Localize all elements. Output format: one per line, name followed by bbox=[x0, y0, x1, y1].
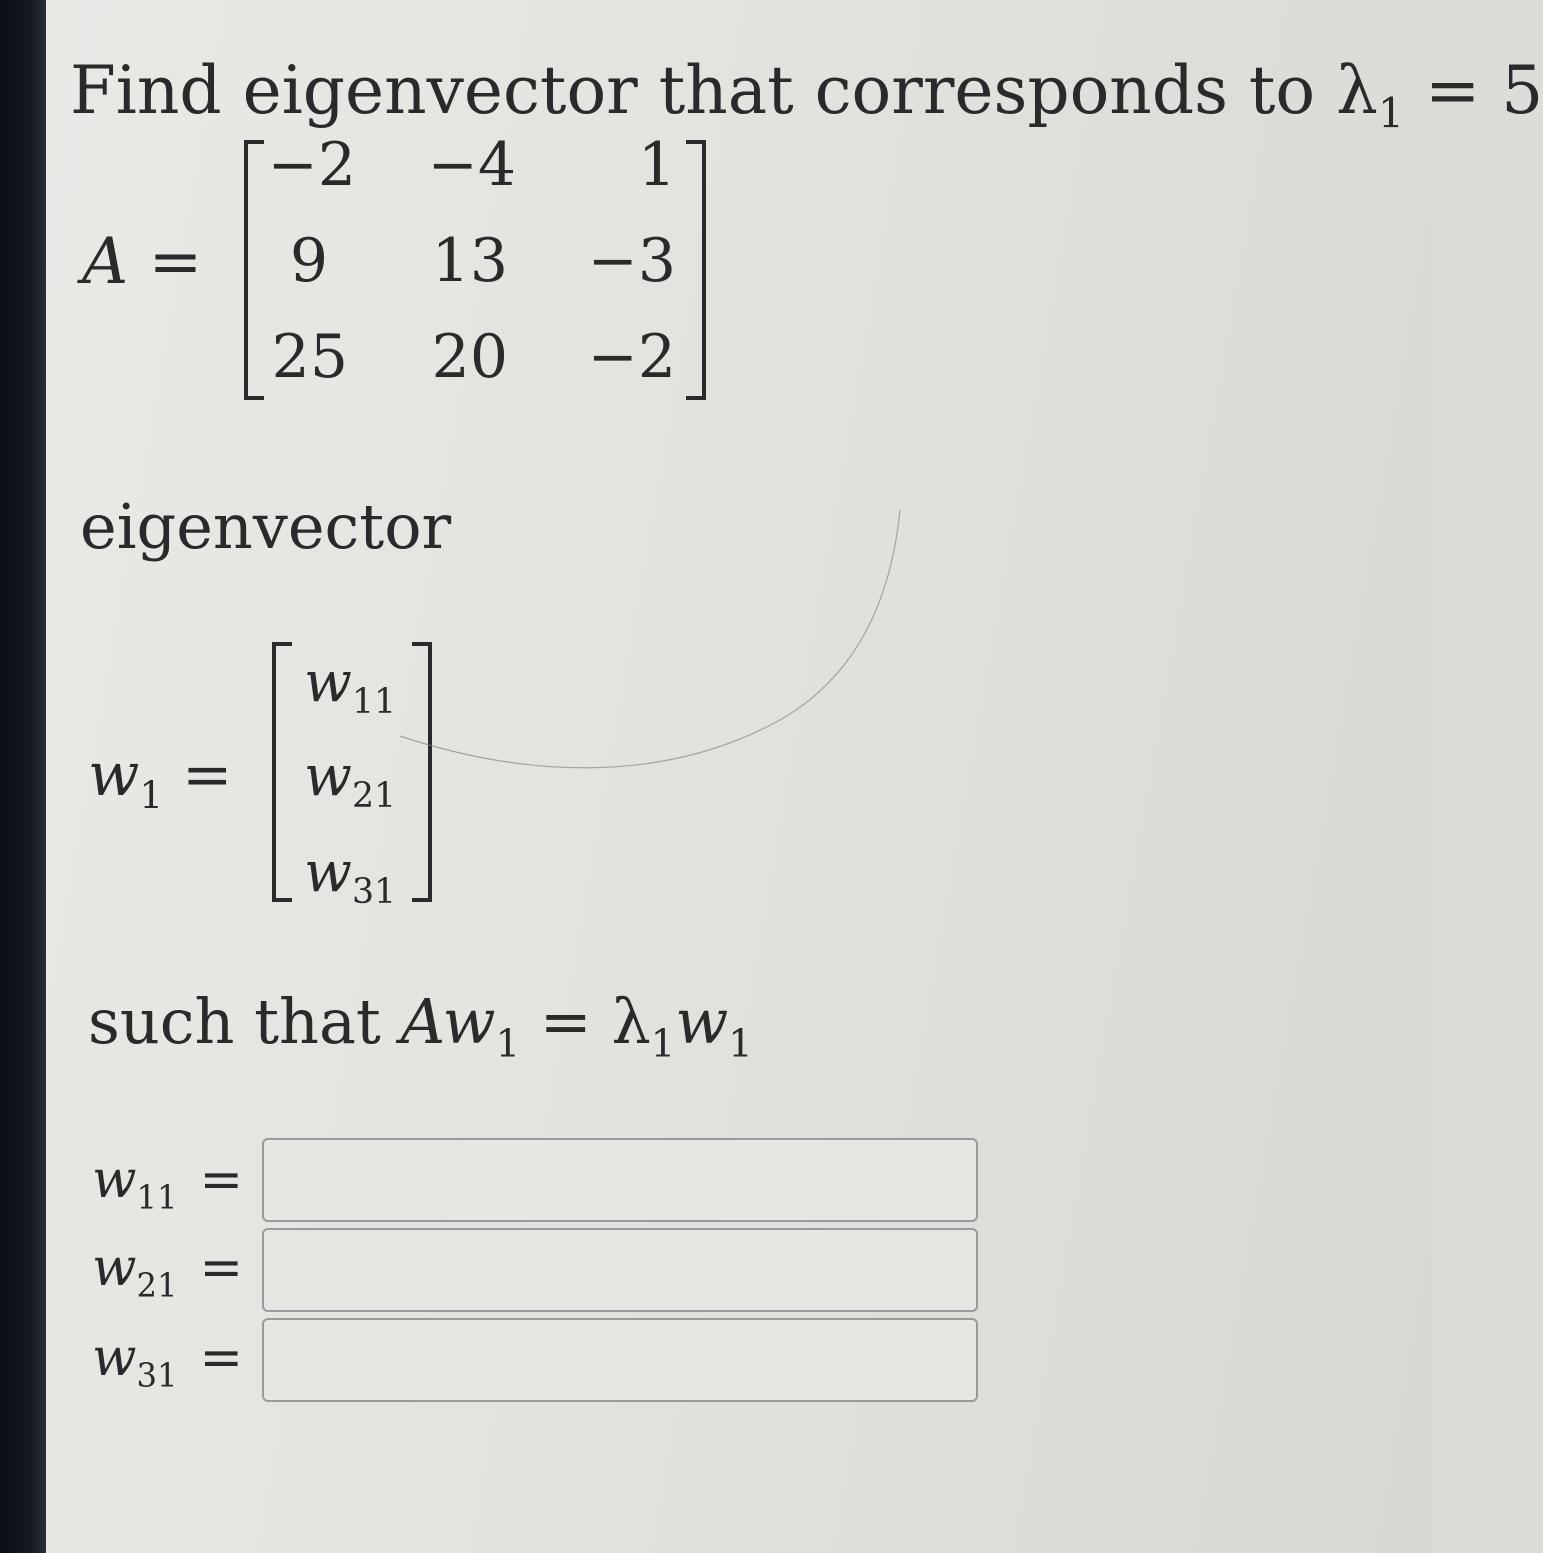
condition-lambda-sub: 1 bbox=[650, 1021, 676, 1067]
condition-text bbox=[88, 985, 753, 1066]
answer-label-w31 bbox=[92, 1328, 243, 1394]
vector-entry-sub: 31 bbox=[351, 872, 397, 913]
condition-rhs-var: w bbox=[675, 985, 729, 1058]
vector-entry bbox=[304, 744, 396, 816]
condition-equals: = bbox=[520, 985, 612, 1058]
condition-lhs-sub: 1 bbox=[495, 1021, 521, 1067]
matrix-label bbox=[82, 225, 202, 299]
answer-sub: 11 bbox=[136, 1178, 178, 1217]
condition-matrix: A bbox=[400, 985, 443, 1058]
vector-equals: = bbox=[163, 740, 233, 810]
answer-var: w bbox=[92, 1238, 137, 1298]
matrix-right-bracket bbox=[686, 140, 706, 400]
answer-equals: = bbox=[199, 1150, 244, 1210]
matrix-cell: −2 bbox=[587, 322, 676, 392]
matrix-cell: 25 bbox=[271, 322, 348, 392]
vector-entry bbox=[304, 650, 396, 722]
matrix-cell: 13 bbox=[431, 226, 508, 296]
screen-scratch-line bbox=[400, 500, 920, 800]
answer-sub: 31 bbox=[136, 1356, 178, 1395]
matrix-cell: −4 bbox=[427, 130, 516, 200]
matrix-cell: 20 bbox=[431, 322, 508, 392]
w11-input[interactable] bbox=[262, 1138, 978, 1222]
eigenvector-label: eigenvector bbox=[80, 490, 452, 563]
answer-equals: = bbox=[199, 1238, 244, 1298]
vector-entry-var: w bbox=[304, 840, 352, 905]
vector-entry bbox=[304, 840, 396, 912]
lambda-symbol: λ bbox=[1336, 52, 1378, 129]
vector-label bbox=[88, 740, 232, 817]
w31-input[interactable] bbox=[262, 1318, 978, 1402]
monitor-bezel bbox=[0, 0, 46, 1553]
matrix-name: A bbox=[82, 225, 129, 299]
vector-sub: 1 bbox=[139, 773, 164, 818]
answer-var: w bbox=[92, 1328, 137, 1388]
vector-entry-var: w bbox=[304, 744, 352, 809]
lambda-value: = 5 bbox=[1404, 52, 1543, 129]
matrix-cell: 1 bbox=[637, 130, 676, 200]
vector-entry-sub: 21 bbox=[351, 776, 397, 817]
condition-prefix: such that bbox=[88, 985, 401, 1058]
condition-rhs-sub: 1 bbox=[728, 1021, 753, 1067]
matrix-cell: 9 bbox=[289, 226, 328, 296]
matrix-equals: = bbox=[128, 225, 203, 299]
question-prefix: Find eigenvector that corresponds to bbox=[70, 52, 1337, 129]
question-title bbox=[70, 52, 1543, 137]
vector-entry-sub: 11 bbox=[351, 682, 397, 723]
condition-lhs-var: w bbox=[442, 985, 496, 1058]
answer-equals: = bbox=[199, 1328, 244, 1388]
answer-sub: 21 bbox=[136, 1266, 178, 1305]
matrix-cell: −2 bbox=[267, 130, 356, 200]
lambda-subscript: 1 bbox=[1378, 89, 1405, 138]
w21-input[interactable] bbox=[262, 1228, 978, 1312]
vector-left-bracket bbox=[272, 642, 292, 902]
answer-label-w21 bbox=[92, 1238, 243, 1304]
vector-var: w bbox=[88, 740, 140, 810]
answer-var: w bbox=[92, 1150, 137, 1210]
vector-entry-var: w bbox=[304, 650, 352, 715]
matrix-cell: −3 bbox=[587, 226, 676, 296]
answer-label-w11 bbox=[92, 1150, 243, 1216]
condition-lambda: λ bbox=[611, 985, 651, 1058]
